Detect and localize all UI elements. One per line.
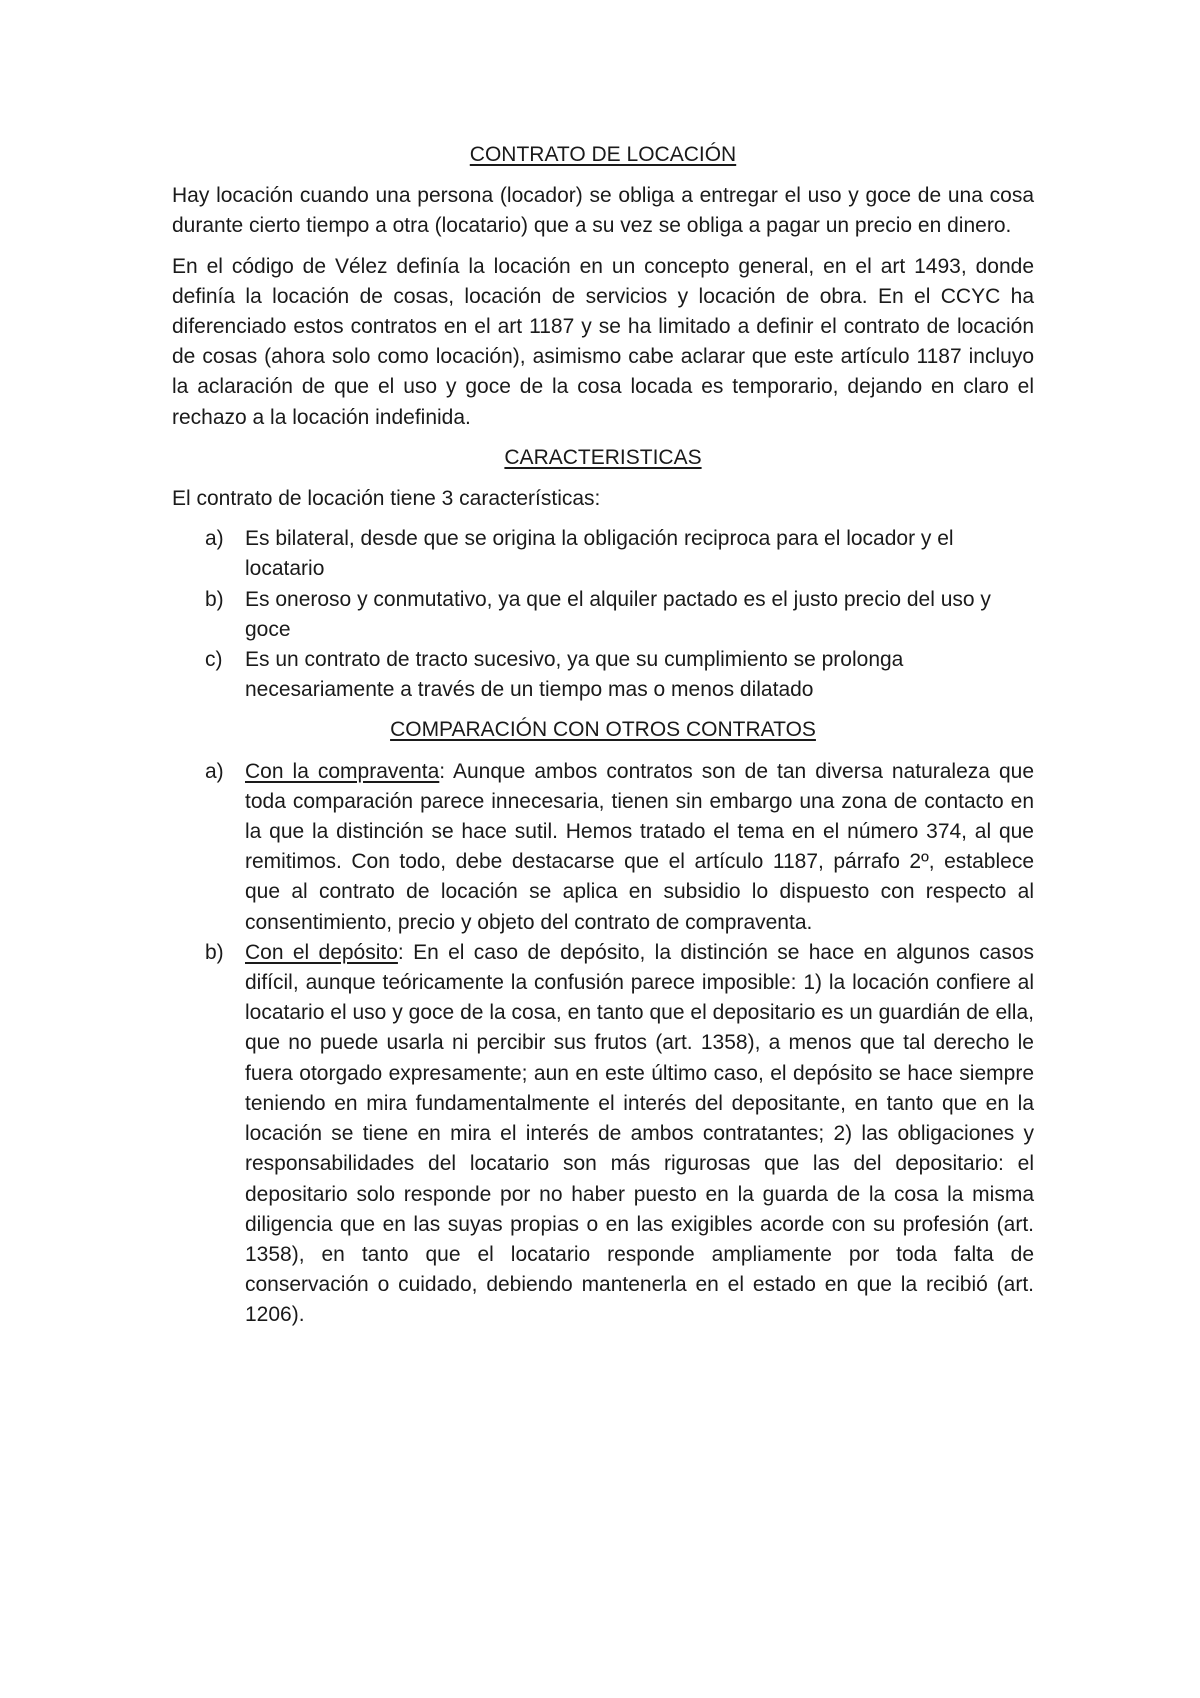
list-item — [172, 645, 1034, 705]
list-item — [172, 938, 1034, 1331]
characteristics-list — [172, 524, 1034, 705]
list-marker: a) — [205, 527, 224, 551]
comparison-term: Con el depósito — [245, 940, 398, 964]
list-item-text: Es bilateral, desde que se origina la obligación reciproca para el locador y el locatario — [245, 527, 954, 581]
characteristics-lead: El contrato de locación tiene 3 características: — [172, 487, 601, 511]
list-marker: b) — [205, 587, 224, 611]
list-item — [172, 524, 1034, 584]
list-item — [172, 585, 1034, 645]
list-item-text: : Aunque ambos contratos son de tan diversa naturaleza que toda comparación parece innecesaria, tienen sin embargo una zona de contacto en la que la distinción se hace sutil. Hemos tratado el tema en el número 374, al que remitimos. Con todo, debe destacarse que el artículo 1187, párrafo 2º, establece que al contrato de locación se aplica en subsidio lo dispuesto con respecto al consentimiento, precio y objeto del contrato de compraventa. — [245, 759, 1035, 934]
list-marker: a) — [205, 759, 224, 783]
comparison-heading: COMPARACIÓN CON OTROS CONTRATOS — [390, 718, 816, 742]
document-title: CONTRATO DE LOCACIÓN — [469, 143, 737, 166]
list-marker: b) — [205, 940, 224, 964]
intro-paragraph-2: En el código de Vélez definía la locación en un concepto general, en el art 1493, donde definía la locación de cosas, locación de servicios y locación de obra. En el CCYC ha diferenciado estos contratos en el art 1187 y se ha limitado a definir el contrato de locación de cosas (ahora solo como locación), asimismo cabe aclarar que este artículo 1187 incluyo la aclaración de que el uso y goce de la cosa locada es temporario, dejando en claro el rechazo a la locación indefinida. — [172, 254, 1034, 429]
intro-paragraph-1: Hay locación cuando una persona (locador) se obliga a entregar el uso y goce de una cosa durante cierto tiempo a otra (locatario) que a su vez se obliga a pagar un precio en dinero. — [172, 184, 1034, 238]
list-item-text: Es oneroso y conmutativo, ya que el alquiler pactado es el justo precio del uso y goce — [245, 587, 991, 641]
list-item-text: : En el caso de depósito, la distinción se hace en algunos casos difícil, aunque teóricamente la confusión parece imposible: 1) la locación confiere al locatario el uso y goce de la cosa, en tanto que el depositario es un guardián de ella, que no puede usarla ni percibir sus frutos (art. 1358), a menos que tal derecho le fuera otorgado expresamente; aun en este último caso, el depósito se hace siempre teniendo en mira fundamentalmente el interés del depositante, en tanto que en la locación se tiene en mira el interés de ambos contratantes; 2) las obligaciones y responsabilidades del locatario son más rigurosas que las del depositario: el depositario solo responde por no haber puesto en la guarda de la cosa la misma diligencia que en las suyas propias o en las exigibles acorde con su profesión (art. 1358), en tanto que el locatario responde ampliamente por toda falta de conservación o cuidado, debiendo mantenerla en el estado en que la recibió (art. 1206). — [245, 940, 1035, 1327]
comparison-list — [172, 757, 1034, 1331]
list-item — [172, 757, 1034, 938]
list-item-text: Es un contrato de tracto sucesivo, ya que su cumplimiento se prolonga necesariamente a través de un tiempo mas o menos dilatado — [245, 648, 904, 702]
comparison-term: Con la compraventa — [245, 759, 440, 783]
characteristics-heading: CARACTERISTICAS — [504, 445, 702, 469]
list-marker: c) — [205, 648, 223, 672]
